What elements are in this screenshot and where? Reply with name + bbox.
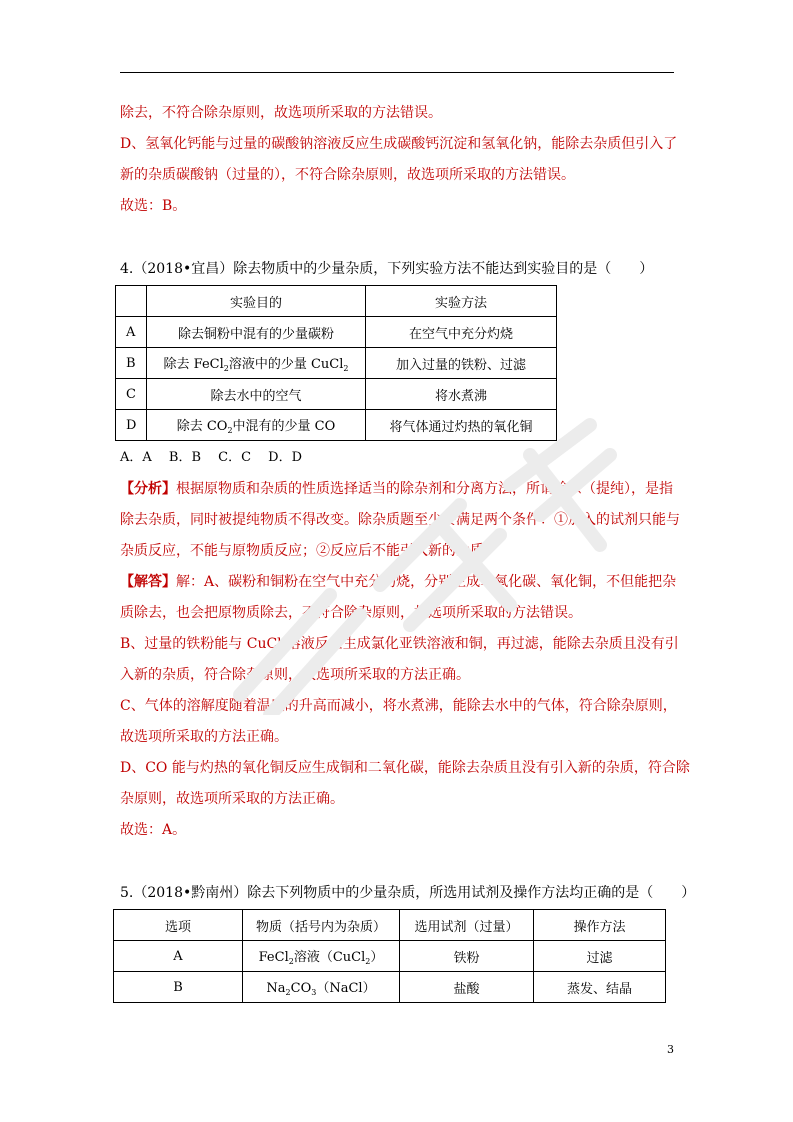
reagent-cell: 盐酸 [400, 972, 534, 1003]
q4-solution-c-line-2: 故选项所采取的方法正确。 [120, 729, 288, 745]
table-row [116, 410, 557, 441]
table-row [114, 941, 666, 972]
row-label: B [116, 348, 147, 379]
table-header-cell: 实验目的 [147, 286, 366, 317]
table-header-cell: 实验方法 [366, 286, 557, 317]
table-header-cell: 选用试剂（过量） [400, 910, 534, 941]
purpose-cell: 除去 FeCl$_2$溶液中的少量 CuCl$_2$ [147, 348, 366, 379]
q4-solution-line-2: 质除去，也会把原物质除去，不符合除杂原则，故选项所采取的方法错误。 [120, 605, 582, 621]
row-label: C [116, 379, 147, 410]
analysis-tag: 【分析】 [120, 481, 176, 497]
table-row [116, 317, 557, 348]
page-number: 3 [667, 1043, 674, 1056]
q4-stem: 4.（2018•宜昌）除去物质中的少量杂质，下列实验方法不能达到实验目的是（ ） [120, 261, 654, 277]
row-label: D [116, 410, 147, 441]
purpose-cell: 除去 $CO_2$中混有的少量 CO [147, 410, 366, 441]
q4-analysis-line-3: 杂质反应，不能与原物质反应；②反应后不能引入新的杂质。 [120, 543, 498, 559]
row-label: A [116, 317, 147, 348]
table-header-cell: 操作方法 [534, 910, 666, 941]
method-cell: 加入过量的铁粉、过滤 [366, 348, 557, 379]
table-header-cell: 选项 [114, 910, 243, 941]
header-rule [120, 72, 674, 73]
table-header-cell: 物质（括号内为杂质） [243, 910, 400, 941]
purpose-cell: 除去铜粉中混有的少量碳粉 [147, 317, 366, 348]
q4-analysis-line-1: 【分析】根据原物质和杂质的性质选择适当的除杂剂和分离方法，所谓除杂（提纯），是指 [120, 481, 673, 497]
prev-answer: 故选：B。 [120, 198, 187, 214]
table-row [116, 348, 557, 379]
purpose-cell: 除去水中的空气 [147, 379, 366, 410]
method-cell: 将气体通过灼热的氧化铜 [366, 410, 557, 441]
table-row [116, 286, 557, 317]
q4-solution-d-line-2: 杂原则，故选项所采取的方法正确。 [120, 791, 344, 807]
method-cell: 过滤 [534, 941, 666, 972]
solution-tag: 【解答】 [120, 574, 176, 590]
method-cell: 蒸发、结晶 [534, 972, 666, 1003]
prev-solution-line-2: D、氢氧化钙能与过量的碳酸钠溶液反应生成碳酸钙沉淀和氢氧化钠，能除去杂质但引入了 [120, 136, 678, 152]
table-header-cell [116, 286, 147, 317]
table-row [116, 379, 557, 410]
prev-solution-line-3: 新的杂质碳酸钠（过量的），不符合除杂原则，故选项所采取的方法错误。 [120, 167, 575, 183]
q4-answer: 故选：A。 [120, 822, 187, 838]
q4-solution-b-line-2: 入新的杂质，符合除杂原则，故选项所采取的方法正确。 [120, 667, 470, 683]
substance-cell: FeCl$_2$溶液（CuCl$_2$） [243, 941, 400, 972]
reagent-cell: 铁粉 [400, 941, 534, 972]
row-label: A [114, 941, 243, 972]
q4-solution-d-line-1: D、CO 能与灼热的氧化铜反应生成铜和二氧化碳，能除去杂质且没有引入新的杂质，符合除 [120, 760, 690, 776]
q4-solution-line-1: 【解答】解：A、碳粉和铜粉在空气中充分灼烧，分别生成二氧化碳、氧化铜，不但能把杂 [120, 574, 677, 590]
substance-cell: $Na_2CO_3(NaCl)$ [243, 972, 400, 1003]
method-cell: 在空气中充分灼烧 [366, 317, 557, 348]
table-row [114, 910, 666, 941]
table-row [114, 972, 666, 1003]
q5-stem: 5.（2018•黔南州）除去下列物质中的少量杂质，所选用试剂及操作方法均正确的是（ ） [120, 885, 696, 901]
q4-solution-c-line-1: C、气体的溶解度随着温度的升高而减小，将水煮沸，能除去水中的气体，符合除杂原则， [120, 698, 677, 714]
row-label: B [114, 972, 243, 1003]
q4-analysis-line-2: 除去杂质，同时被提纯物质不得改变。除杂质题至少要满足两个条件：①加入的试剂只能与 [120, 512, 680, 528]
q4-table [115, 285, 557, 441]
prev-solution-line-1: 除去，不符合除杂原则，故选项所采取的方法错误。 [120, 105, 442, 121]
method-cell: 将水煮沸 [366, 379, 557, 410]
q4-options: A．A B．B C．C D．D [120, 450, 303, 465]
q5-table [113, 909, 666, 1003]
q4-solution-b-line-1: B、过量的铁粉能与 CuCl$_2$溶液反应生成氯化亚铁溶液和铜，再过滤，能除去杂质且没有引 [120, 636, 679, 653]
